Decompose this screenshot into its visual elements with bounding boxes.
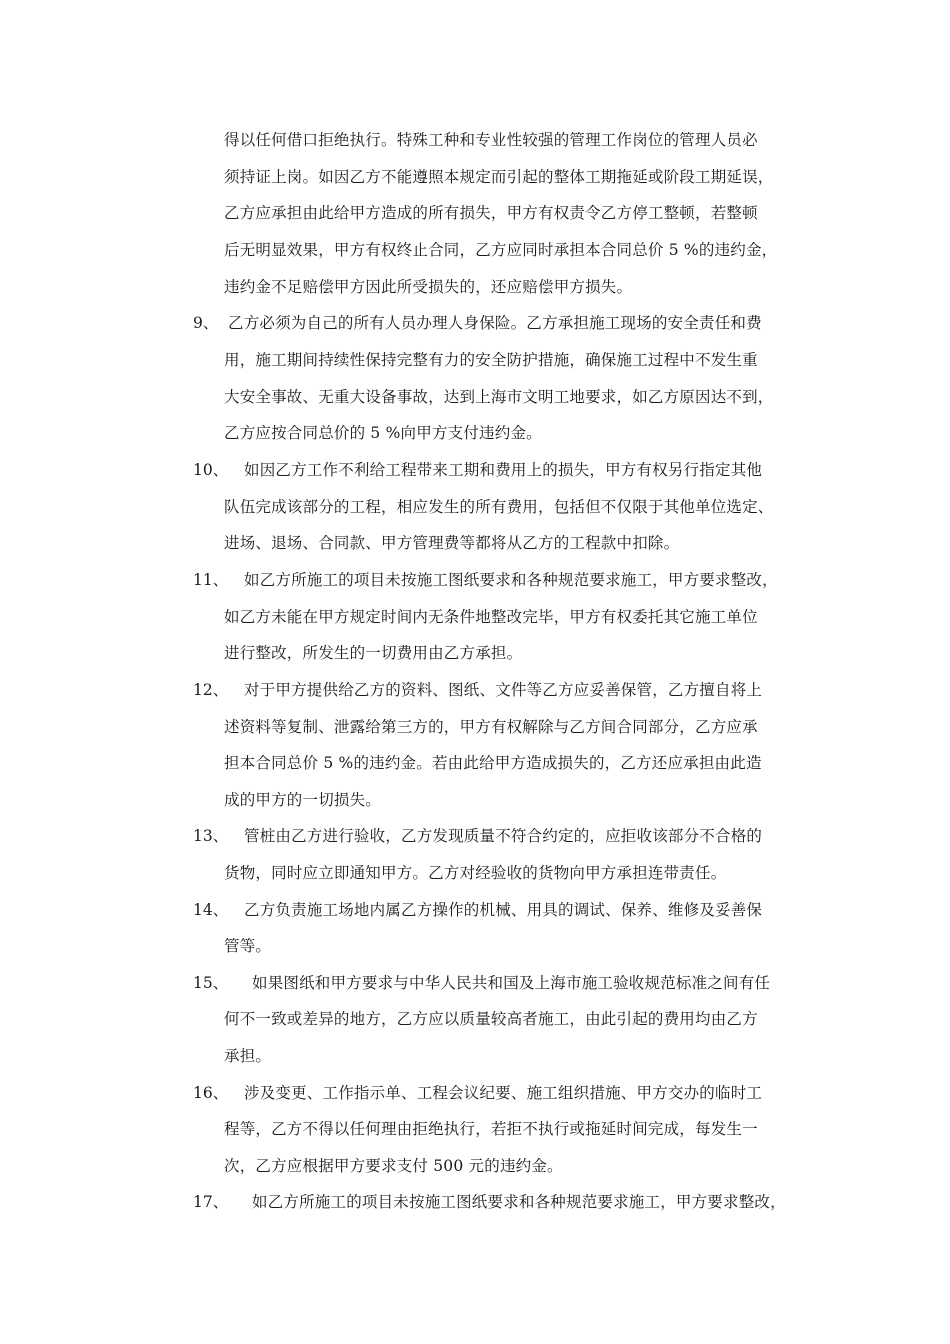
paragraph-line: 何不一致或差异的地方，乙方应以质量较高者施工，由此引起的费用均由乙方 (224, 1010, 758, 1028)
paragraph-line: 承担。 (224, 1047, 272, 1065)
paragraph-line: 后无明显效果，甲方有权终止合同，乙方应同时承担本合同总价 5 %的违约金， (224, 241, 778, 259)
paragraph-line: 进行整改，所发生的一切费用由乙方承担。 (224, 644, 523, 662)
paragraph-line: 货物，同时应立即通知甲方。乙方对经验收的货物向甲方承担连带责任。 (224, 864, 727, 882)
paragraph-line: 成的甲方的一切损失。 (224, 791, 382, 809)
item-number: 9、 (193, 314, 219, 332)
paragraph-line: 乙方应按合同总价的 5 %向甲方支付违约金。 (224, 424, 542, 442)
paragraph-line: 程等，乙方不得以任何理由拒绝执行，若拒不执行或拖延时间完成，每发生一 (224, 1120, 758, 1138)
paragraph-line: 如因乙方工作不利给工程带来工期和费用上的损失，甲方有权另行指定其他 (244, 461, 763, 479)
item-number: 11、 (193, 571, 229, 589)
paragraph-line: 乙方负责施工场地内属乙方操作的机械、用具的调试、保养、维修及妥善保 (244, 901, 763, 919)
paragraph-line: 如乙方所施工的项目未按施工图纸要求和各种规范要求施工，甲方要求整改， (244, 571, 778, 589)
paragraph-line: 如乙方所施工的项目未按施工图纸要求和各种规范要求施工，甲方要求整改， (252, 1193, 786, 1211)
paragraph-line: 管桩由乙方进行验收，乙方发现质量不符合约定的，应拒收该部分不合格的 (244, 827, 763, 845)
paragraph-line: 违约金不足赔偿甲方因此所受损失的，还应赔偿甲方损失。 (224, 278, 633, 296)
paragraph-line: 乙方应承担由此给甲方造成的所有损失，甲方有权责令乙方停工整顿，若整顿 (224, 204, 758, 222)
paragraph-line: 乙方必须为自己的所有人员办理人身保险。乙方承担施工现场的安全责任和费 (228, 314, 762, 332)
paragraph-line: 对于甲方提供给乙方的资料、图纸、文件等乙方应妥善保管，乙方擅自将上 (244, 681, 763, 699)
item-number: 16、 (193, 1084, 229, 1102)
item-number: 12、 (193, 681, 229, 699)
paragraph-line: 进场、退场、合同款、甲方管理费等都将从乙方的工程款中扣除。 (224, 534, 680, 552)
paragraph-line: 须持证上岗。如因乙方不能遵照本规定而引起的整体工期拖延或阶段工期延误， (224, 168, 774, 186)
paragraph-line: 大安全事故、无重大设备事故，达到上海市文明工地要求，如乙方原因达不到， (224, 388, 774, 406)
paragraph-line: 队伍完成该部分的工程，相应发生的所有费用，包括但不仅限于其他单位选定、 (224, 498, 774, 516)
paragraph-line: 得以任何借口拒绝执行。特殊工种和专业性较强的管理工作岗位的管理人员必 (224, 131, 758, 149)
paragraph-line: 如乙方未能在甲方规定时间内无条件地整改完毕，甲方有权委托其它施工单位 (224, 608, 758, 626)
item-number: 17、 (193, 1193, 229, 1211)
item-number: 15、 (193, 974, 229, 992)
paragraph-line: 担本合同总价 5 %的违约金。若由此给甲方造成损失的，乙方还应承担由此造 (224, 754, 762, 772)
paragraph-line: 如果图纸和甲方要求与中华人民共和国及上海市施工验收规范标准之间有任 (252, 974, 771, 992)
item-number: 10、 (193, 461, 229, 479)
paragraph-line: 用，施工期间持续性保持完整有力的安全防护措施，确保施工过程中不发生重 (224, 351, 758, 369)
paragraph-line: 管等。 (224, 937, 272, 955)
item-number: 14、 (193, 901, 229, 919)
paragraph-line: 涉及变更、工作指示单、工程会议纪要、施工组织措施、甲方交办的临时工 (244, 1084, 763, 1102)
item-number: 13、 (193, 827, 229, 845)
paragraph-line: 述资料等复制、泄露给第三方的，甲方有权解除与乙方间合同部分，乙方应承 (224, 718, 758, 736)
paragraph-line: 次，乙方应根据甲方要求支付 500 元的违约金。 (224, 1157, 563, 1175)
